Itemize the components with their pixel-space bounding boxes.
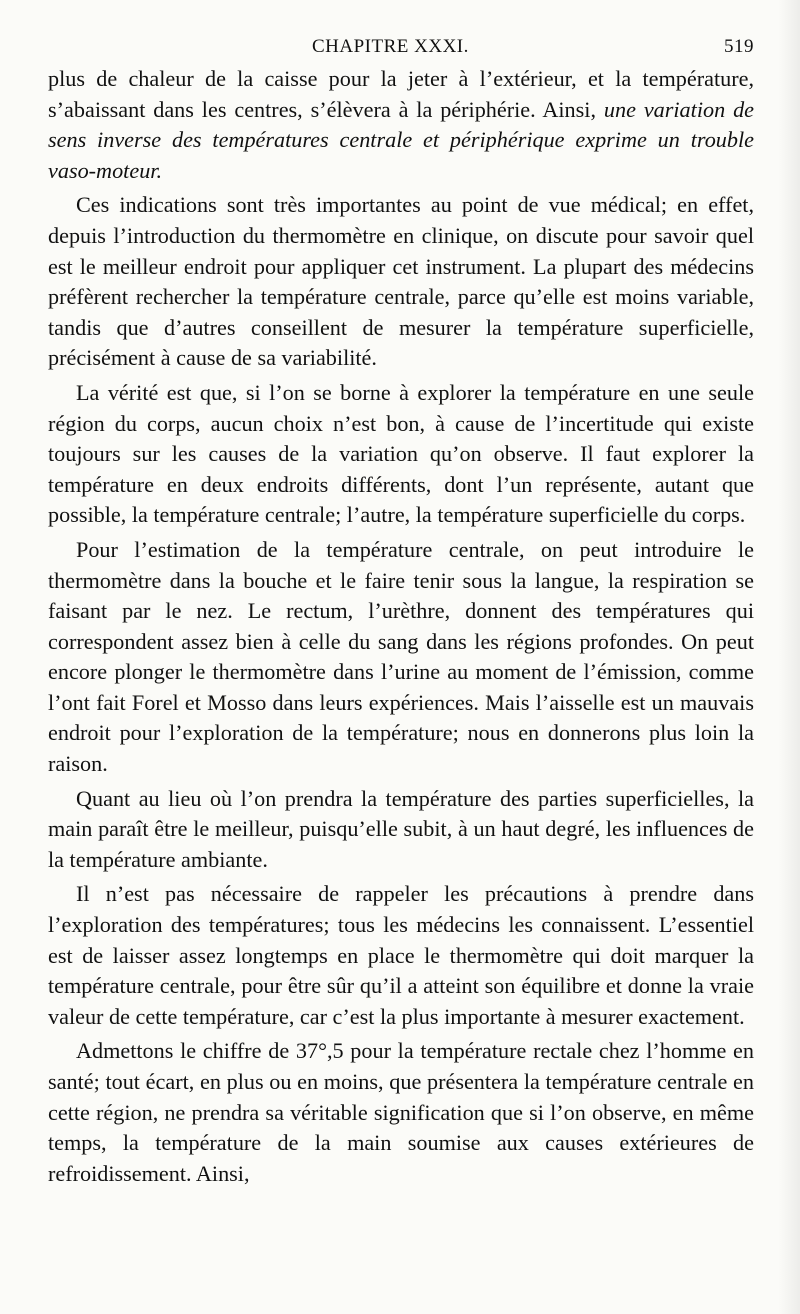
paragraph-1-emphasis: une variation de sens inverse des températures centrale et périphérique exprime un trouble vaso-moteur. [48,96,755,183]
body-text [48,64,754,1189]
paragraph-5: Quant au lieu où l’on prendra la température des parties superficielles, la main paraît être le meilleur, puisqu’elle subit, à un haut degré, les influences de la température ambiante. [48,785,754,872]
paragraph-7: Admettons le chiffre de 37°,5 pour la température rectale chez l’homme en santé; tout écart, en plus ou en moins, que présentera la température centrale en cette région, ne prendra sa véritable signification que si l’on observe, en même temps, la température de la main soumise aux causes extérieures de refroidissement. Ainsi, [48,1038,754,1186]
page-edge-shadow [778,0,800,1314]
paragraph-4: Pour l’estimation de la température centrale, on peut introduire le thermomètre dans la bouche et le faire tenir sous la langue, la respiration se faisant par le nez. Le rectum, l’urèthre, donnent des températures qui correspondent assez bien à celle du sang dans les régions profondes. On peut encore plonger le thermomètre dans l’urine au moment de l’émission, comme l’ont fait Forel et Mosso dans leurs expériences. Mais l’aisselle est un mauvais endroit pour l’exploration de la température; nous en donnerons plus loin la raison. [48,536,754,777]
paragraph-3: La vérité est que, si l’on se borne à explorer la température en une seule région du corps, aucun choix n’est bon, à cause de l’incertitude qui existe toujours sur les causes de la variation qu’on observe. Il faut explorer la température en deux endroits différents, dont l’un représente, autant que possible, la température centrale; l’autre, la température superficielle du corps. [48,379,754,528]
paragraph-2: Ces indications sont très importantes au point de vue médical; en effet, depuis l’introduction du thermomètre en clinique, on discute pour savoir quel est le meilleur endroit pour appliquer cet instrument. La plupart des médecins préfèrent rechercher la température centrale, parce qu’elle est moins variable, tandis que d’autres conseillent de mesurer la température superficielle, précisément à cause de sa variabilité. [48,192,754,371]
paragraph-1-text: plus de chaleur de la caisse pour la jeter à l’extérieur, et la température, s’abaissant dans les centres, s’élèvera à la périphérie. Ainsi, [48,66,754,122]
page-number: 519 [724,36,754,57]
running-head: CHAPITRE XXXI. [312,36,469,57]
paragraph-6: Il n’est pas nécessaire de rappeler les précautions à prendre dans l’exploration des températures; tous les médecins les connaissent. L’essentiel est de laisser assez longtemps en place le thermomètre qui doit marquer la température centrale, pour être sûr qu’il a atteint son équilibre et donne la vraie valeur de cette température, car c’est la plus importante à mesurer exactement. [48,881,754,1029]
page-header [48,30,754,64]
paragraph-1 [48,64,754,186]
